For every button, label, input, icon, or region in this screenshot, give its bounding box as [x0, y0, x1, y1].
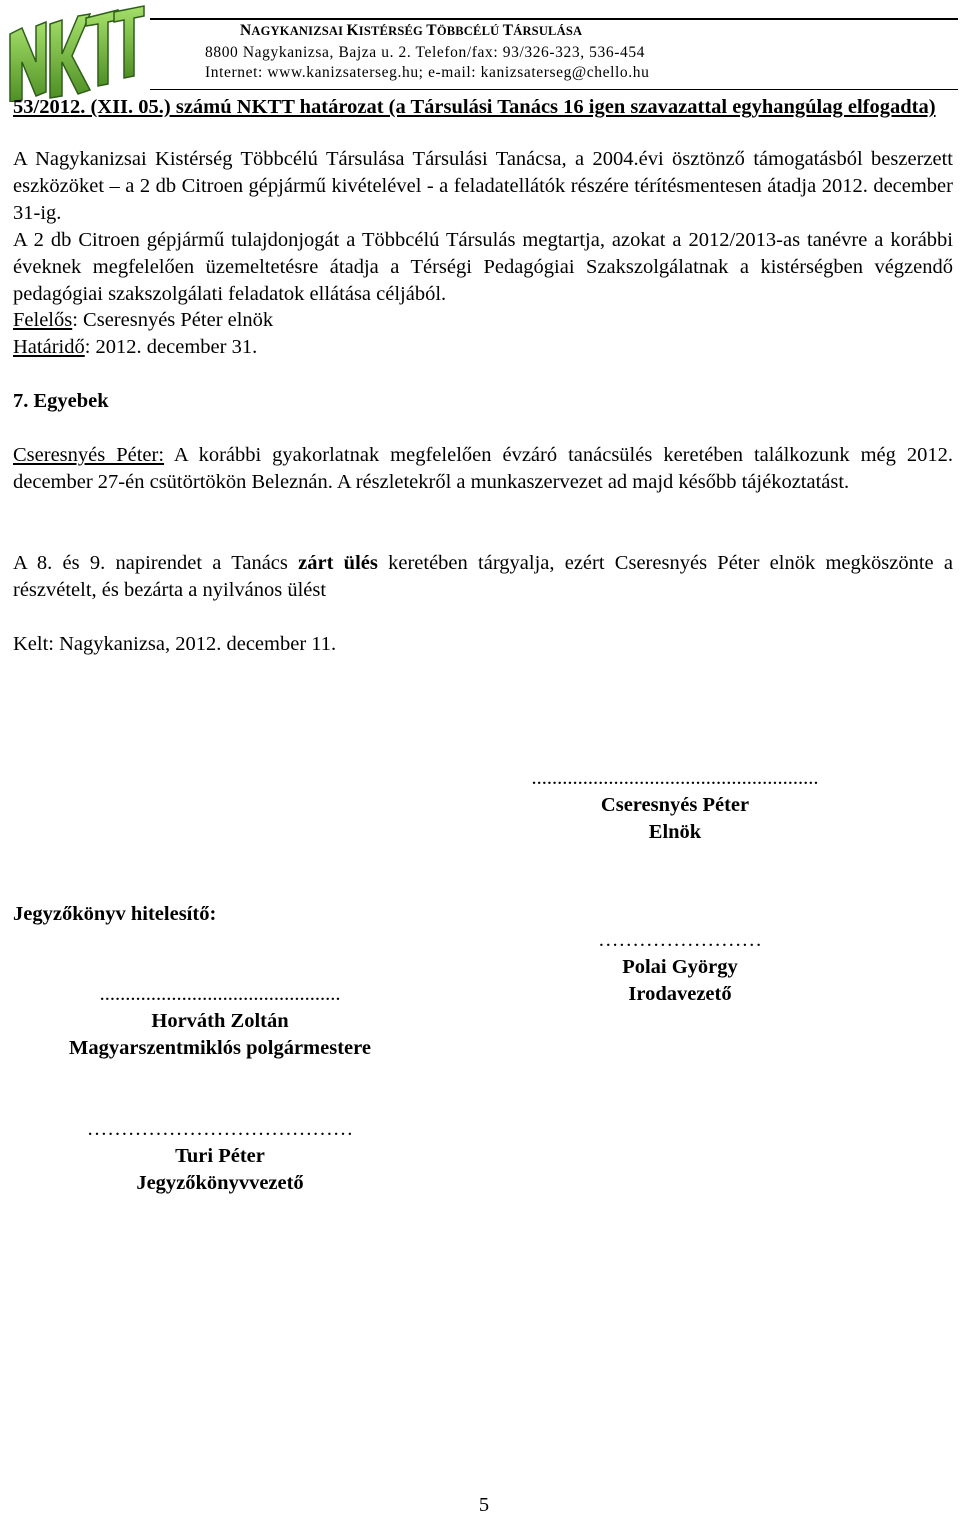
signature-chair [500, 765, 850, 846]
agenda-text-pre: A 8. és 9. napirendet a Tanács [13, 552, 299, 574]
signature-line: ........................................................ [531, 767, 819, 789]
signer-name: Turi Péter [175, 1145, 265, 1167]
agenda-paragraph [13, 550, 953, 604]
resolution-paragraph-1: A Nagykanizsai Kistérség Többcélú Társulása Társulási Tanácsa, a 2004.évi ösztönző támogatásból beszerzett eszközöket – a 2 db Citroen gépjármű kivételével - a feladatellátók részére térítésmentesen átadja 2012. december 31-ig. [13, 148, 953, 224]
speaker-text: A korábbi gyakorlatnak megfelelően évzáró tanácsülés keretében találkozunk még 2012. december 27-én csütörtökön Beleznán. A részletekről a munkaszervezet ad majd később tájékoztatást. [13, 444, 954, 493]
org-name-rest: ISTÉRSÉG [358, 24, 427, 38]
signer-name: Polai György [622, 956, 738, 978]
signer-name: Horváth Zoltán [151, 1010, 289, 1032]
signature-office-head [560, 927, 800, 1008]
signature-line: ………………………………… [86, 1118, 354, 1140]
signer-role: Elnök [648, 821, 702, 843]
org-name-initial: N [240, 22, 252, 39]
org-name-initial: T [502, 22, 514, 39]
org-name-rest: ÁRSULÁSA [513, 24, 583, 38]
resolution-title: 53/2012. (XII. 05.) számú NKTT határozat (a Társulási Tanács 16 igen szavazattal egyhangúlag elfogadta) [13, 96, 936, 118]
org-name-rest: ÖBBCÉLÚ [436, 24, 503, 38]
responsible-line [13, 307, 953, 334]
responsible-value: : Cseresnyés Péter elnök [72, 309, 274, 331]
signature-line: …………………… [598, 929, 762, 951]
header-bottom-rule [150, 89, 958, 90]
signature-line: ............................................... [99, 983, 341, 1005]
signer-role: Irodavezető [628, 983, 732, 1005]
signer-name: Cseresnyés Péter [600, 794, 750, 816]
agenda-closed-session: zárt ülés [298, 552, 378, 574]
signer-role: Magyarszentmiklós polgármestere [69, 1037, 371, 1059]
deadline-label: Határidő [13, 336, 85, 358]
resolution-paragraph-2: A 2 db Citroen gépjármű tulajdonjogát a Többcélú Társulás megtartja, azokat a 2012/2013-as tanévre a korábbi éveknek megfelelően üzemeltetésre átadja a Térségi Pedagógiai Szakszolgálatnak a kistérségben végzendő pedagógiai szakszolgálati feladatok ellátása céljából. [13, 229, 953, 305]
organization-address: 8800 Nagykanizsa, Bajza u. 2. Telefon/fax: 93/326-323, 536-454 [205, 44, 646, 61]
organization-contact: Internet: www.kanizsaterseg.hu; e-mail: kanizsaterseg@chello.hu [205, 64, 650, 81]
speaker-paragraph [13, 442, 953, 496]
authenticator-label: Jegyzőkönyv hitelesítő: [13, 903, 217, 925]
speaker-name: Cseresnyés Péter: [13, 444, 165, 466]
agenda-text-post: keretében tárgyalja, ezért Cseresnyés Péter elnök megköszönte a részvételt, és bezárta a nyilvános ülést [13, 552, 953, 601]
date-place-line: Kelt: Nagykanizsa, 2012. december 11. [13, 633, 337, 655]
responsible-label: Felelős [13, 309, 73, 331]
org-name-rest: AGYKANIZSAI [251, 24, 347, 38]
org-name-initial: K [346, 22, 359, 39]
signature-mayor [30, 981, 410, 1062]
deadline-value: : 2012. december 31. [84, 336, 258, 358]
header-top-rule [150, 18, 958, 20]
page-number: 5 [478, 1494, 490, 1516]
organization-name [240, 22, 800, 40]
org-name-initial: T [426, 22, 437, 39]
section-7-heading: 7. Egyebek [13, 390, 109, 412]
signer-role: Jegyzőkönyvvezető [136, 1172, 304, 1194]
nktt-logo [6, 4, 146, 102]
deadline-line [13, 334, 953, 361]
signature-recorder [40, 1116, 400, 1197]
